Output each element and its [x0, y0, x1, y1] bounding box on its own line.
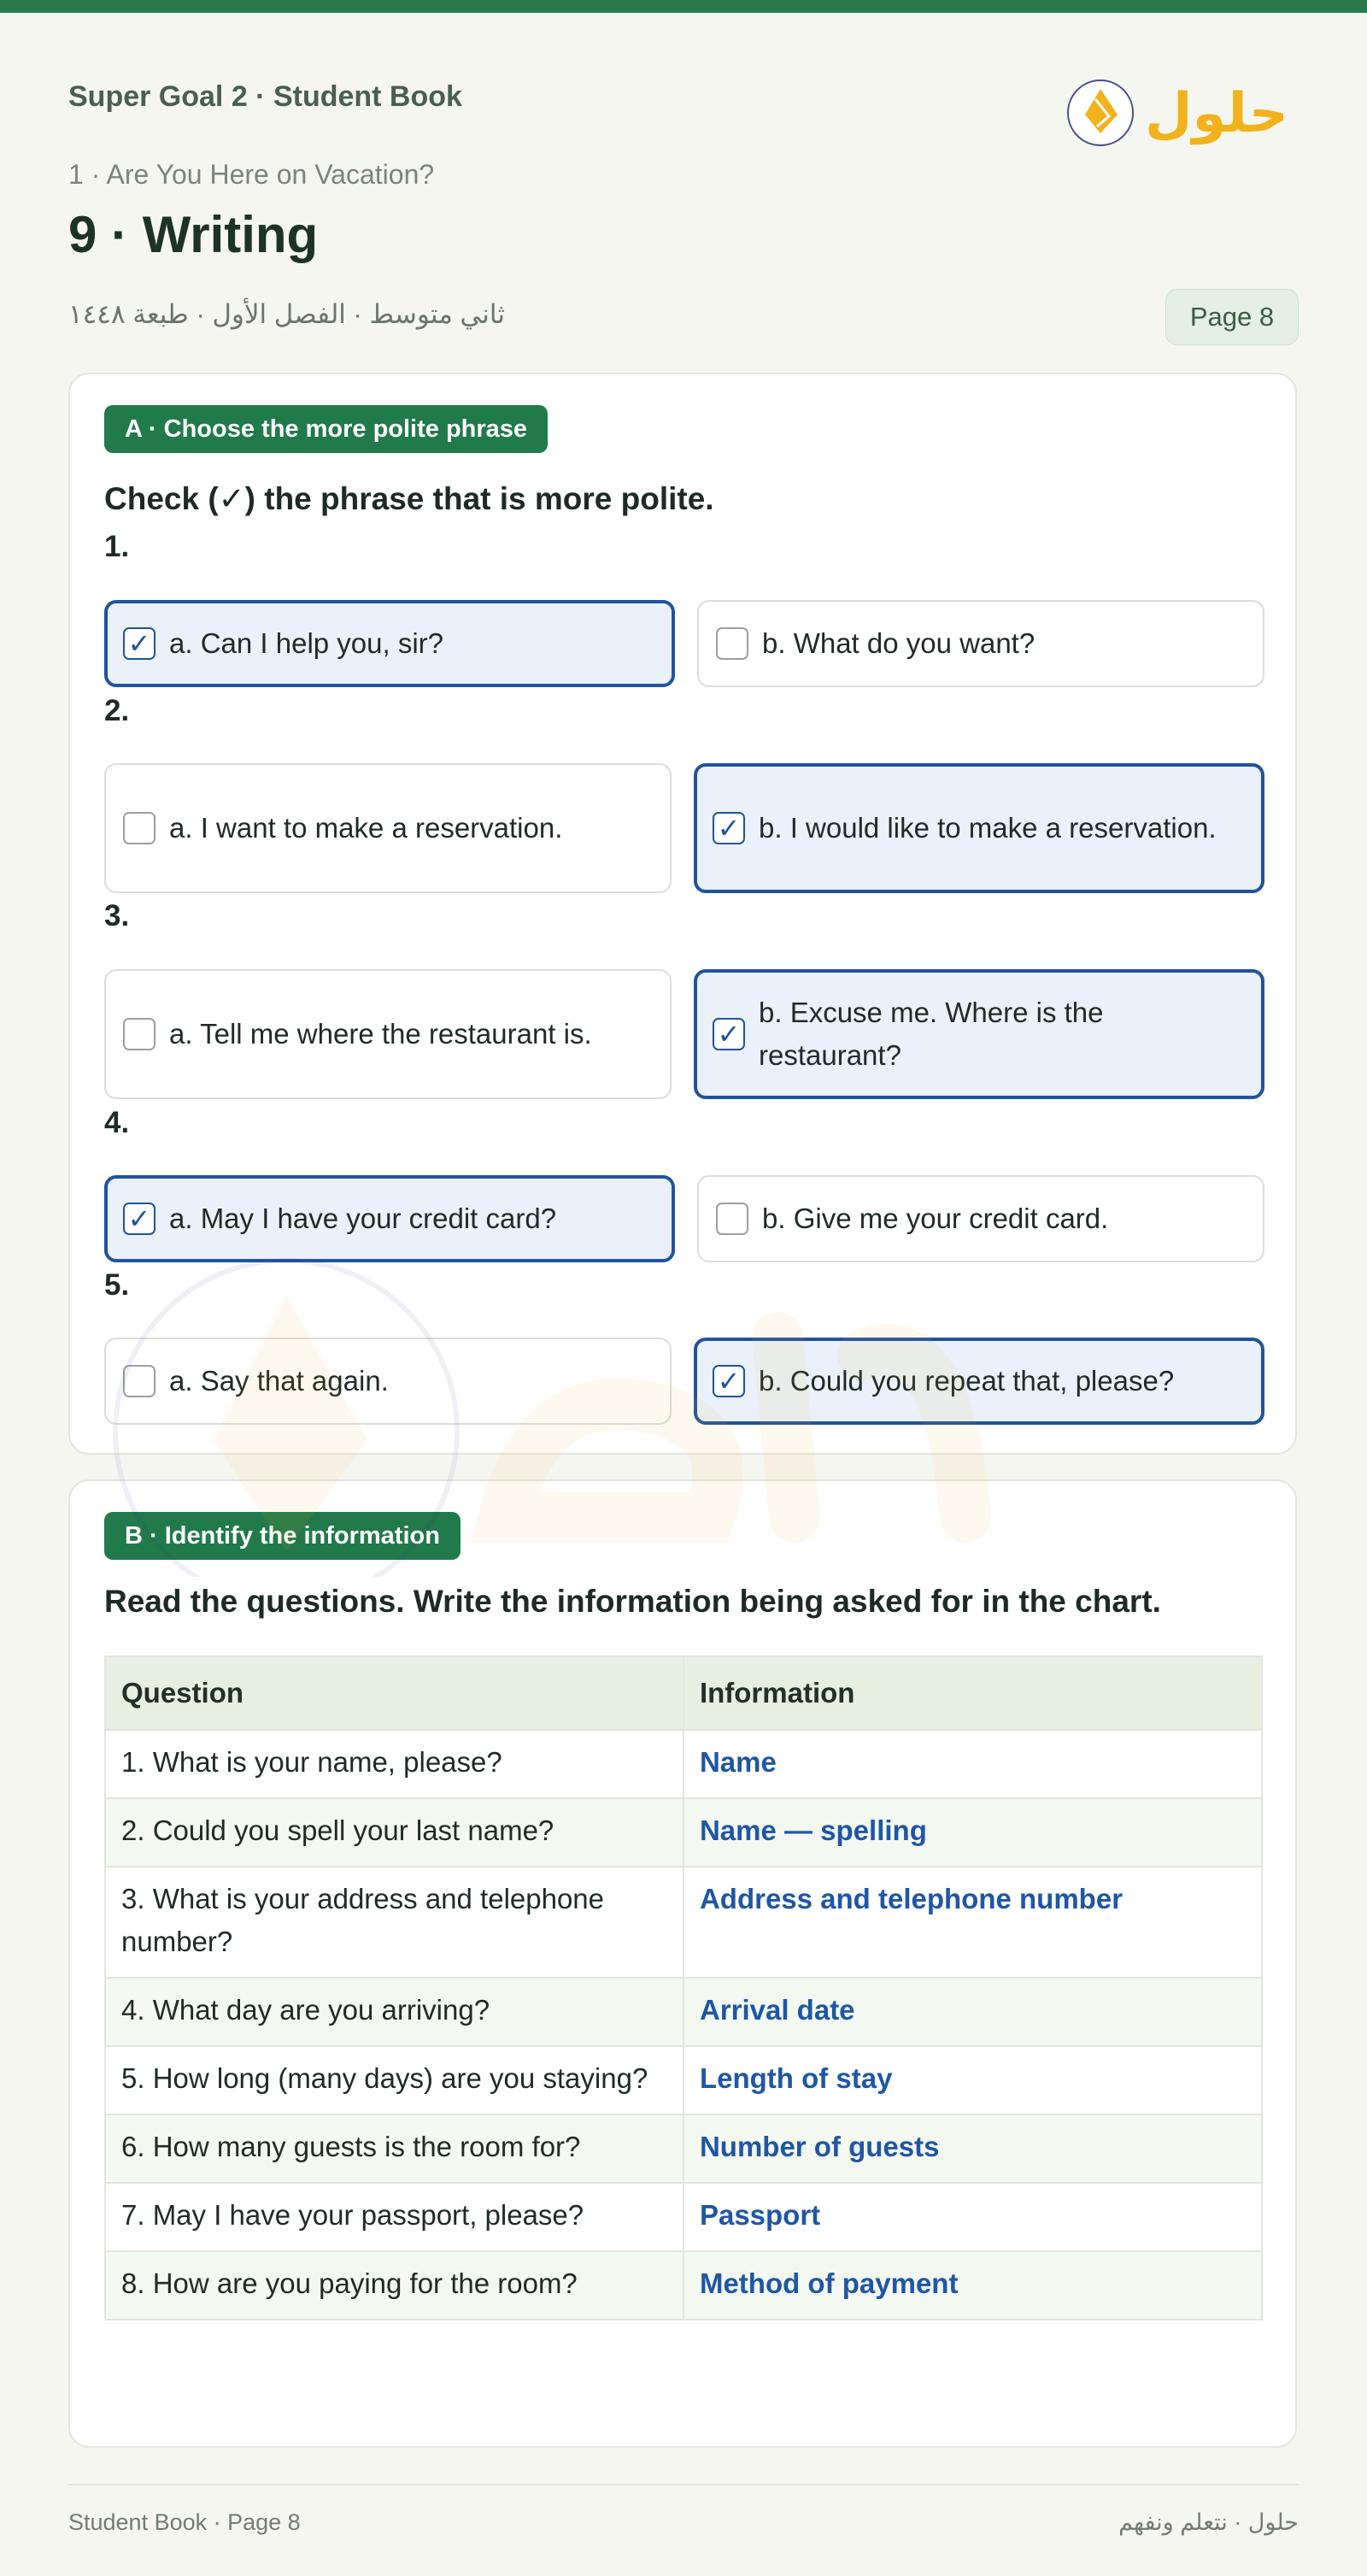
- information-cell[interactable]: Number of guests: [684, 2114, 1262, 2183]
- checkbox-checked[interactable]: [713, 1365, 745, 1397]
- column-header-question: Question: [105, 1656, 684, 1730]
- table-row: [105, 2183, 1262, 2251]
- hulul-logo: [1066, 65, 1288, 150]
- option-2b[interactable]: [694, 763, 1264, 893]
- column-header-information: Information: [684, 1656, 1262, 1730]
- checkbox[interactable]: [123, 1018, 155, 1050]
- question-cell: 7. May I have your passport, please?: [105, 2183, 684, 2251]
- option-text: b. I would like to make a reservation.: [759, 812, 1217, 844]
- logo-text: حلول: [1145, 82, 1288, 145]
- information-cell[interactable]: Length of stay: [684, 2046, 1262, 2114]
- section-a-tag: A · Choose the more polite phrase: [104, 405, 548, 453]
- option-4a[interactable]: [104, 1175, 675, 1262]
- table-row: [105, 2251, 1262, 2320]
- check-mark-icon: ✓: [717, 1019, 741, 1050]
- option-3b[interactable]: [694, 969, 1264, 1099]
- information-cell[interactable]: Name — spelling: [684, 1798, 1262, 1867]
- question-cell: 6. How many guests is the room for?: [105, 2114, 684, 2183]
- section-b-card: [68, 1479, 1297, 2448]
- check-mark-icon: ✓: [717, 813, 741, 844]
- checkbox[interactable]: [123, 1365, 155, 1397]
- option-4b[interactable]: [697, 1175, 1264, 1262]
- section-a-instruction: Check (✓) the phrase that is more polite.: [104, 481, 714, 516]
- question-cell: 8. How are you paying for the room?: [105, 2251, 684, 2320]
- checkbox[interactable]: [123, 812, 155, 844]
- question-cell: 2. Could you spell your last name?: [105, 1798, 684, 1867]
- option-text: a. Can I help you, sir?: [169, 627, 444, 659]
- top-accent-bar: [0, 0, 1367, 13]
- table-row: [105, 1730, 1262, 1798]
- footer-brand-tagline: حلول · نتعلم ونفهم: [1118, 2509, 1299, 2535]
- option-text: a. May I have your credit card?: [169, 1203, 557, 1234]
- book-title: Super Goal 2 · Student Book: [68, 80, 462, 113]
- information-cell[interactable]: Passport: [684, 2183, 1262, 2251]
- option-text: b. Give me your credit card.: [762, 1203, 1109, 1234]
- question-cell: 4. What day are you arriving?: [105, 1978, 684, 2046]
- table-row: [105, 2046, 1262, 2114]
- table-row: [105, 2114, 1262, 2183]
- information-cell[interactable]: Arrival date: [684, 1978, 1262, 2046]
- checkbox-checked[interactable]: [713, 812, 745, 844]
- option-text: b. Excuse me. Where is the restaurant?: [759, 997, 1104, 1071]
- option-text: b. Could you repeat that, please?: [759, 1365, 1175, 1397]
- table-row: [105, 1798, 1262, 1867]
- checkbox[interactable]: [716, 627, 748, 660]
- option-2a[interactable]: [104, 763, 672, 893]
- information-chart: [104, 1656, 1263, 2320]
- option-3a[interactable]: [104, 969, 672, 1099]
- question-cell: 3. What is your address and telephone number?: [105, 1867, 684, 1978]
- information-cell[interactable]: Name: [684, 1730, 1262, 1798]
- question-number: 2.: [104, 694, 130, 727]
- table-header-row: [105, 1656, 1262, 1730]
- option-1b[interactable]: [697, 600, 1264, 687]
- check-mark-icon: ✓: [127, 628, 151, 659]
- option-text: a. I want to make a reservation.: [169, 812, 563, 844]
- option-text: a. Say that again.: [169, 1365, 389, 1397]
- checkbox-checked[interactable]: [123, 627, 155, 660]
- grade-info: ثاني متوسط · الفصل الأول · طبعة ١٤٤٨: [68, 299, 505, 329]
- option-1a[interactable]: [104, 600, 675, 687]
- option-text: b. What do you want?: [762, 627, 1036, 659]
- table-row: [105, 1978, 1262, 2046]
- section-a-card: [68, 373, 1297, 1455]
- table-row: [105, 1867, 1262, 1978]
- question-cell: 1. What is your name, please?: [105, 1730, 684, 1798]
- option-5b[interactable]: [694, 1338, 1264, 1425]
- footer-divider: [68, 2484, 1299, 2485]
- option-5a[interactable]: [104, 1338, 672, 1425]
- unit-subtitle: 1 · Are You Here on Vacation?: [68, 159, 435, 190]
- question-number: 1.: [104, 530, 130, 563]
- question-number: 4.: [104, 1106, 130, 1139]
- information-cell[interactable]: Method of payment: [684, 2251, 1262, 2320]
- page-chip: Page 8: [1165, 289, 1299, 345]
- checkbox-checked[interactable]: [713, 1018, 745, 1050]
- information-cell[interactable]: Address and telephone number: [684, 1867, 1262, 1978]
- section-b-tag: B · Identify the information: [104, 1512, 461, 1560]
- footer-page-label: Student Book · Page 8: [68, 2509, 301, 2535]
- lesson-title: 9 · Writing: [68, 206, 319, 263]
- option-text: a. Tell me where the restaurant is.: [169, 1018, 592, 1050]
- question-cell: 5. How long (many days) are you staying?: [105, 2046, 684, 2114]
- check-mark-icon: ✓: [127, 1203, 151, 1234]
- check-mark-icon: ✓: [717, 1366, 741, 1397]
- question-number: 3.: [104, 899, 130, 932]
- checkbox-checked[interactable]: [123, 1203, 155, 1235]
- checkbox[interactable]: [716, 1203, 748, 1235]
- question-number: 5.: [104, 1268, 130, 1302]
- section-b-instruction: Read the questions. Write the information being asked for in the chart.: [104, 1584, 1161, 1619]
